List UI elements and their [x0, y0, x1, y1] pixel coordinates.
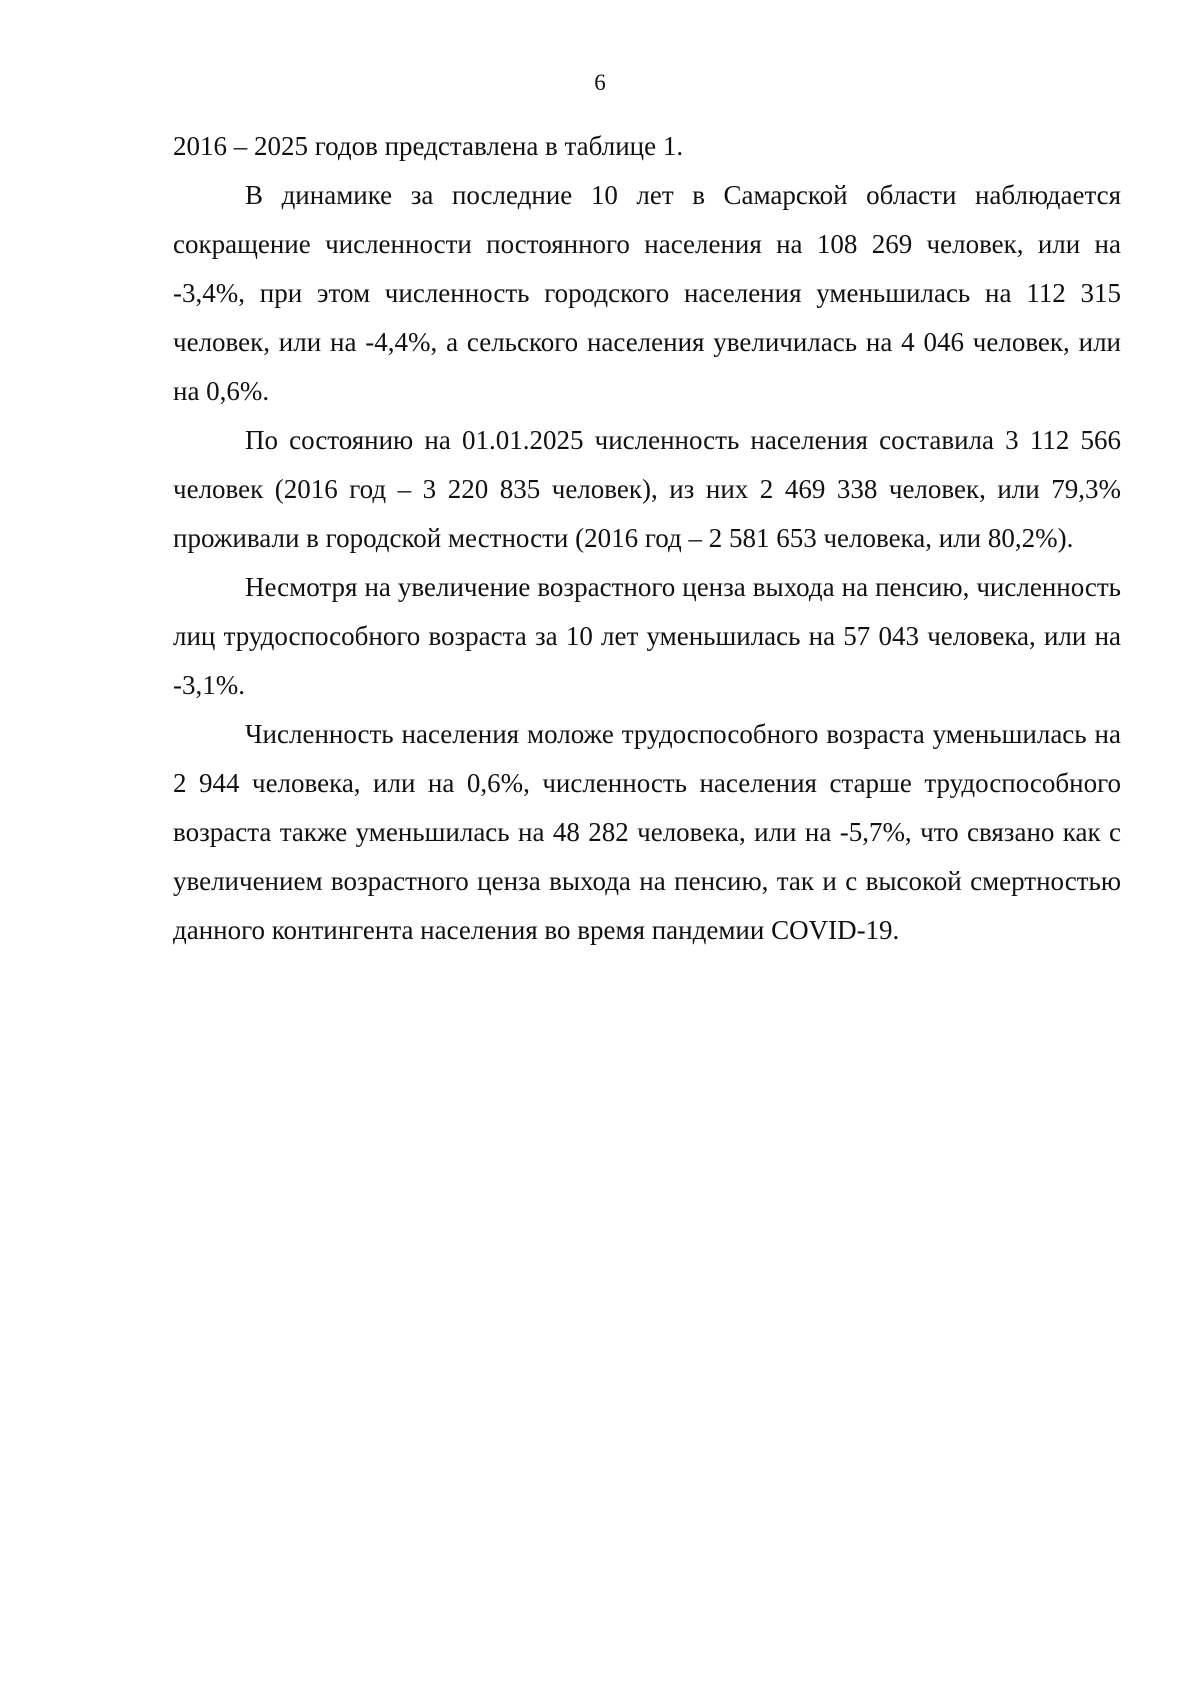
- paragraph-population-2025: По состоянию на 01.01.2025 численность населения составила 3 112 566 человек (2016 год – 3 220 835 человек), из них 2 469 338 человек, или 79,3% проживали в городской местности (2016 год – 2 581 653 человека, или 80,2%).: [173, 425, 1121, 553]
- paragraph-age-groups: Численность населения моложе трудоспособного возраста уменьшилась на 2 944 человека, или на 0,6%, численность населения старше трудоспособного возраста также уменьшилась на 48 282 человека, или на -5,7%, что связано как с увеличением возрастного ценза выхода на пенсию, так и с высокой смертностью данного контингента населения во время пандемии COVID-19.: [173, 719, 1121, 945]
- document-body: [173, 122, 1121, 955]
- paragraph-population-dynamics: В динамике за последние 10 лет в Самарской области наблюдается сокращение численности постоянного населения на 108 269 человек, или на -3,4%, при этом численность городского населения уменьшилась на 112 315 человек, или на -4,4%, а сельского населения увеличилась на 4 046 человек, или на 0,6%.: [173, 180, 1121, 406]
- paragraph-working-age: Несмотря на увеличение возрастного ценза выхода на пенсию, численность лиц трудоспособного возраста за 10 лет уменьшилась на 57 043 человека, или на -3,1%.: [173, 572, 1121, 700]
- page-number: 6: [594, 70, 606, 95]
- paragraph-continuation: 2016 – 2025 годов представлена в таблице 1.: [173, 131, 684, 161]
